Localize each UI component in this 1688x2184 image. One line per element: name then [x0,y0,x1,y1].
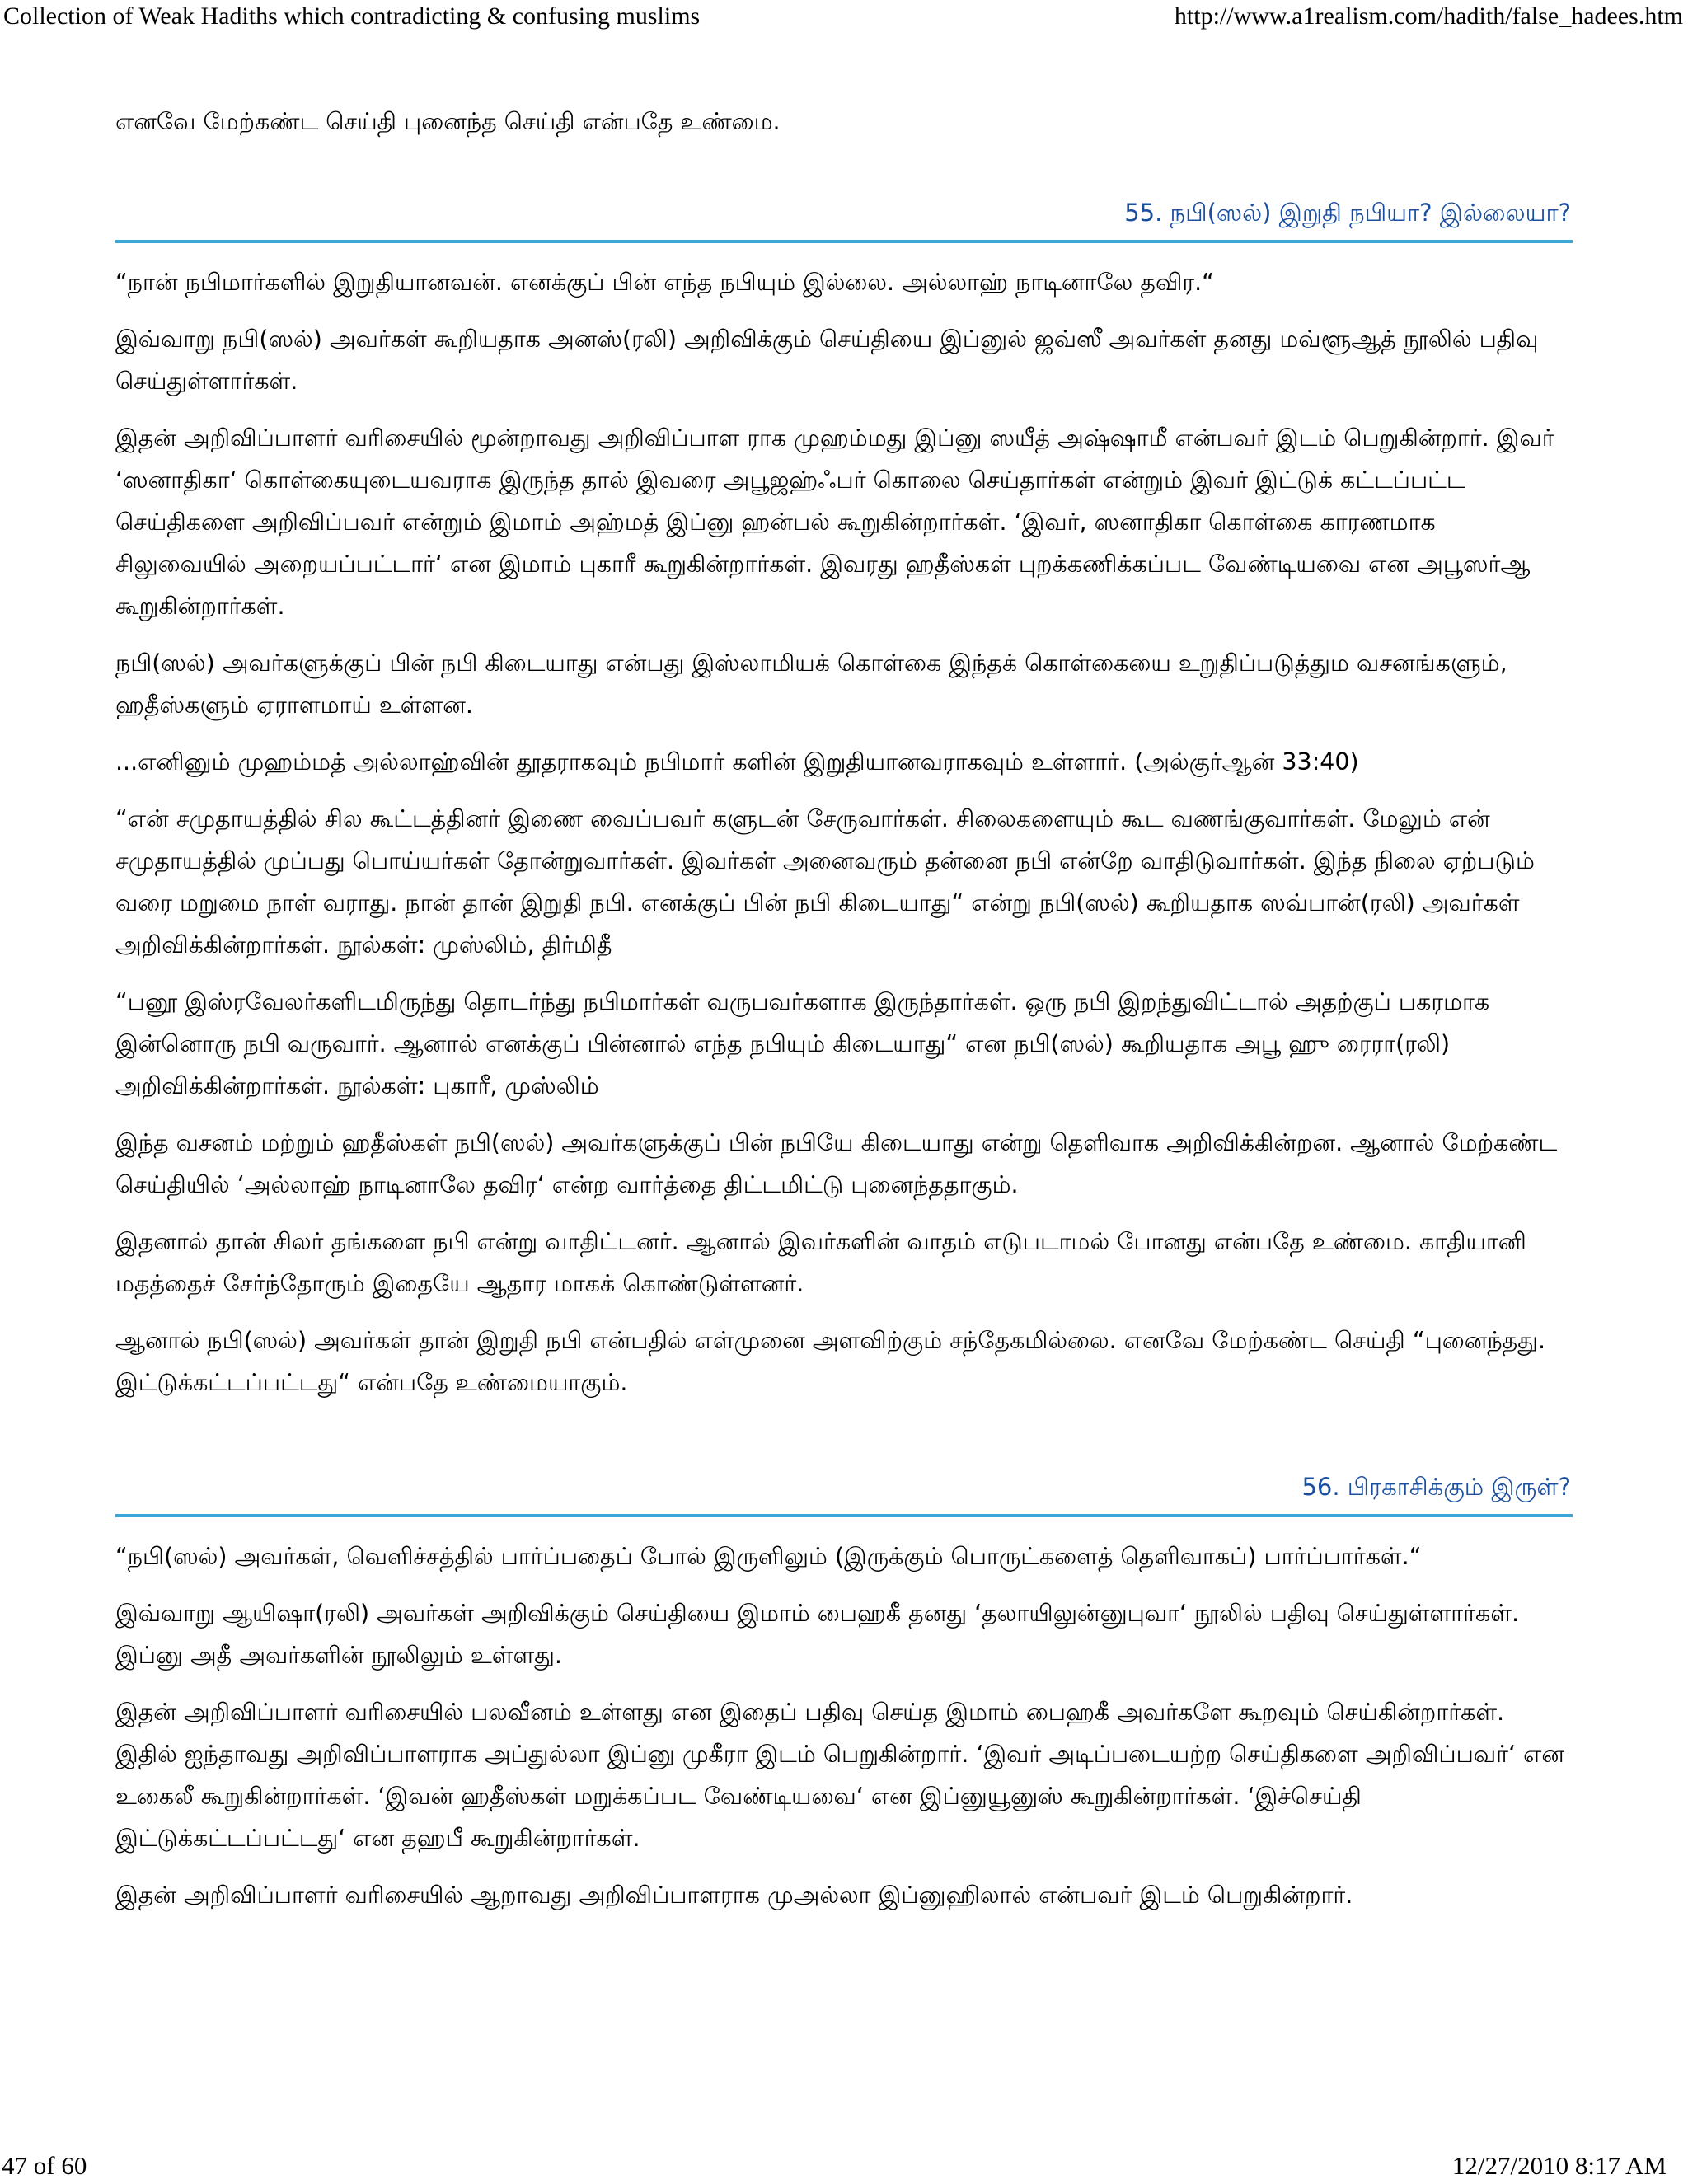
section-56-divider [115,1514,1573,1517]
s55-paragraph-8: இந்த வசனம் மற்றும் ஹதீஸ்கள் நபி(ஸல்) அவர்களுக்குப் பின் நபியே கிடையாது என்று தெளிவாக அறிவிக்கின்றன. ஆனால் மேற்கண்ட செய்தியில் ‘அல்லாஹ் நாடினாலே தவிர‘ என்ற வார்த்தை திட்டமிட்டு புனைந்ததாகும். [115,1129,1558,1198]
s55-paragraph-5: ...எனினும் முஹம்மத் அல்லாஹ்வின் தூதராகவும் நபிமார் களின் இறுதியானவராகவும் உள்ளார். (அல்குர்ஆன் 33:40) [115,748,1359,776]
s56-paragraph-1: “நபி(ஸல்) அவர்கள், வெளிச்சத்தில் பார்ப்பதைப் போல் இருளிலும் (இருக்கும் பொருட்களைத் தெளிவாகப்) பார்ப்பார்கள்.“ [115,1543,1422,1570]
print-header [0,0,1688,33]
s55-paragraph-4: நபி(ஸல்) அவர்களுக்குப் பின் நபி கிடையாது என்பது இஸ்லாமியக் கொள்கை இந்தக் கொள்கையை உறுதிப்படுத்தும வசனங்களும், ஹதீஸ்களும் ஏராளமாய் உள்ளன. [115,649,1507,719]
print-datetime: 12/27/2010 8:17 AM [1451,2151,1667,2180]
s55-paragraph-3: இதன் அறிவிப்பாளர் வரிசையில் மூன்றாவது அறிவிப்பாள ராக முஹம்மது இப்னு ஸயீத் அஷ்ஷாமீ என்பவர் இடம் பெறுகின்றார். இவர் ‘ஸனாதிகா‘ கொள்கையுடையவராக இருந்த தால் இவரை அபூஜஹ்ஃபர் கொலை செய்தார்கள் என்றும் இவர் இட்டுக் கட்டப்பட்ட செய்திகளை அறிவிப்பவர் என்றும் இமாம் அஹ்மத் இப்னு ஹன்பல் கூறுகின்றார்கள். ‘இவர், ஸனாதிகா கொள்கை காரணமாக சிலுவையில் அறையப்பட்டார்‘ என இமாம் புகாரீ கூறுகின்றார்கள். இவரது ஹதீஸ்கள் புறக்கணிக்கப்பட வேண்டியவை என அபூஸர்ஆ கூறுகின்றார்கள். [115,424,1554,620]
s55-paragraph-1: “நான் நபிமார்களில் இறுதியானவன். எனக்குப் பின் எந்த நபியும் இல்லை. அல்லாஹ் நாடினாலே தவிர.“ [115,269,1214,296]
intro-paragraph: எனவே மேற்கண்ட செய்தி புனைந்த செய்தி என்பதே உண்மை. [115,108,781,135]
section-55-heading: 55. நபி(ஸல்) இறுதி நபியா? இல்லையா? [1124,199,1571,227]
page-number: 47 of 60 [2,2151,87,2180]
s56-paragraph-2: இவ்வாறு ஆயிஷா(ரலி) அவர்கள் அறிவிக்கும் செய்தியை இமாம் பைஹகீ தனது ‘தலாயிலுன்னுபுவா‘ நூலில் பதிவு செய்துள்ளார்கள். இப்னு அதீ அவர்களின் நூலிலும் உள்ளது. [115,1600,1520,1669]
s56-paragraph-4: இதன் அறிவிப்பாளர் வரிசையில் ஆறாவது அறிவிப்பாளராக முஅல்லா இப்னுஹிலால் என்பவர் இடம் பெறுகின்றார். [115,1882,1353,1909]
page-title: Collection of Weak Hadiths which contradicting & confusing muslims [3,2,701,30]
document-body [115,91,1573,1931]
section-55-divider [115,240,1573,243]
s55-paragraph-6: “என் சமுதாயத்தில் சில கூட்டத்தினர் இணை வைப்பவர் களுடன் சேருவார்கள். சிலைகளையும் கூட வணங்குவார்கள். மேலும் என் சமுதாயத்தில் முப்பது பொய்யர்கள் தோன்றுவார்கள். இவர்கள் அனைவரும் தன்னை நபி என்றே வாதிடுவார்கள். இந்த நிலை ஏற்படும் வரை மறுமை நாள் வராது. நான் தான் இறுதி நபி. எனக்குப் பின் நபி கிடையாது“ என்று நபி(ஸல்) கூறியதாக ஸவ்பான்(ரலி) அவர்கள் அறிவிக்கின்றார்கள். நூல்கள்: முஸ்லிம், திர்மிதீ [115,805,1535,958]
s55-paragraph-7: “பனூ இஸ்ரவேலர்களிடமிருந்து தொடர்ந்து நபிமார்கள் வருபவர்களாக இருந்தார்கள். ஒரு நபி இறந்துவிட்டால் அதற்குப் பகரமாக இன்னொரு நபி வருவார். ஆனால் எனக்குப் பின்னால் எந்த நபியும் கிடையாது“ என நபி(ஸல்) கூறியதாக அபூ ஹு ரைரா(ரலி) அறிவிக்கின்றார்கள். நூல்கள்: புகாரீ, முஸ்லிம் [115,988,1490,1099]
s55-paragraph-9: இதனால் தான் சிலர் தங்களை நபி என்று வாதிட்டனர். ஆனால் இவர்களின் வாதம் எடுபடாமல் போனது என்பதே உண்மை. காதியானி மதத்தைச் சேர்ந்தோரும் இதையே ஆதார மாகக் கொண்டுள்ளனர். [115,1228,1526,1297]
page-url[interactable]: http://www.a1realism.com/hadith/false_hadees.htm [1174,2,1683,30]
s55-paragraph-2: இவ்வாறு நபி(ஸல்) அவர்கள் கூறியதாக அனஸ்(ரலி) அறிவிக்கும் செய்தியை இப்னுல் ஜவ்ஸீ அவர்கள் தனது மவ்ளூஆத் நூலில் பதிவு செய்துள்ளார்கள். [115,326,1539,395]
section-56-heading: 56. பிரகாசிக்கும் இருள்? [1301,1473,1571,1501]
print-footer [0,2148,1688,2184]
s56-paragraph-3: இதன் அறிவிப்பாளர் வரிசையில் பலவீனம் உள்ளது என இதைப் பதிவு செய்த இமாம் பைஹகீ அவர்களே கூறவும் செய்கின்றார்கள். இதில் ஐந்தாவது அறிவிப்பாளராக அப்துல்லா இப்னு முகீரா இடம் பெறுகின்றார். ‘இவர் அடிப்படையற்ற செய்திகளை அறிவிப்பவர்‘ என உகைலீ கூறுகின்றார்கள். ‘இவன் ஹதீஸ்கள் மறுக்கப்பட வேண்டியவை‘ என இப்னுயூனுஸ் கூறுகின்றார்கள். ‘இச்செய்தி இட்டுக்கட்டப்பட்டது‘ என தஹபீ கூறுகின்றார்கள். [115,1699,1564,1852]
s55-paragraph-10: ஆனால் நபி(ஸல்) அவர்கள் தான் இறுதி நபி என்பதில் எள்முனை அளவிற்கும் சந்தேகமில்லை. எனவே மேற்கண்ட செய்தி “புனைந்தது. இட்டுக்கட்டப்பட்டது“ என்பதே உண்மையாகும். [115,1327,1546,1396]
